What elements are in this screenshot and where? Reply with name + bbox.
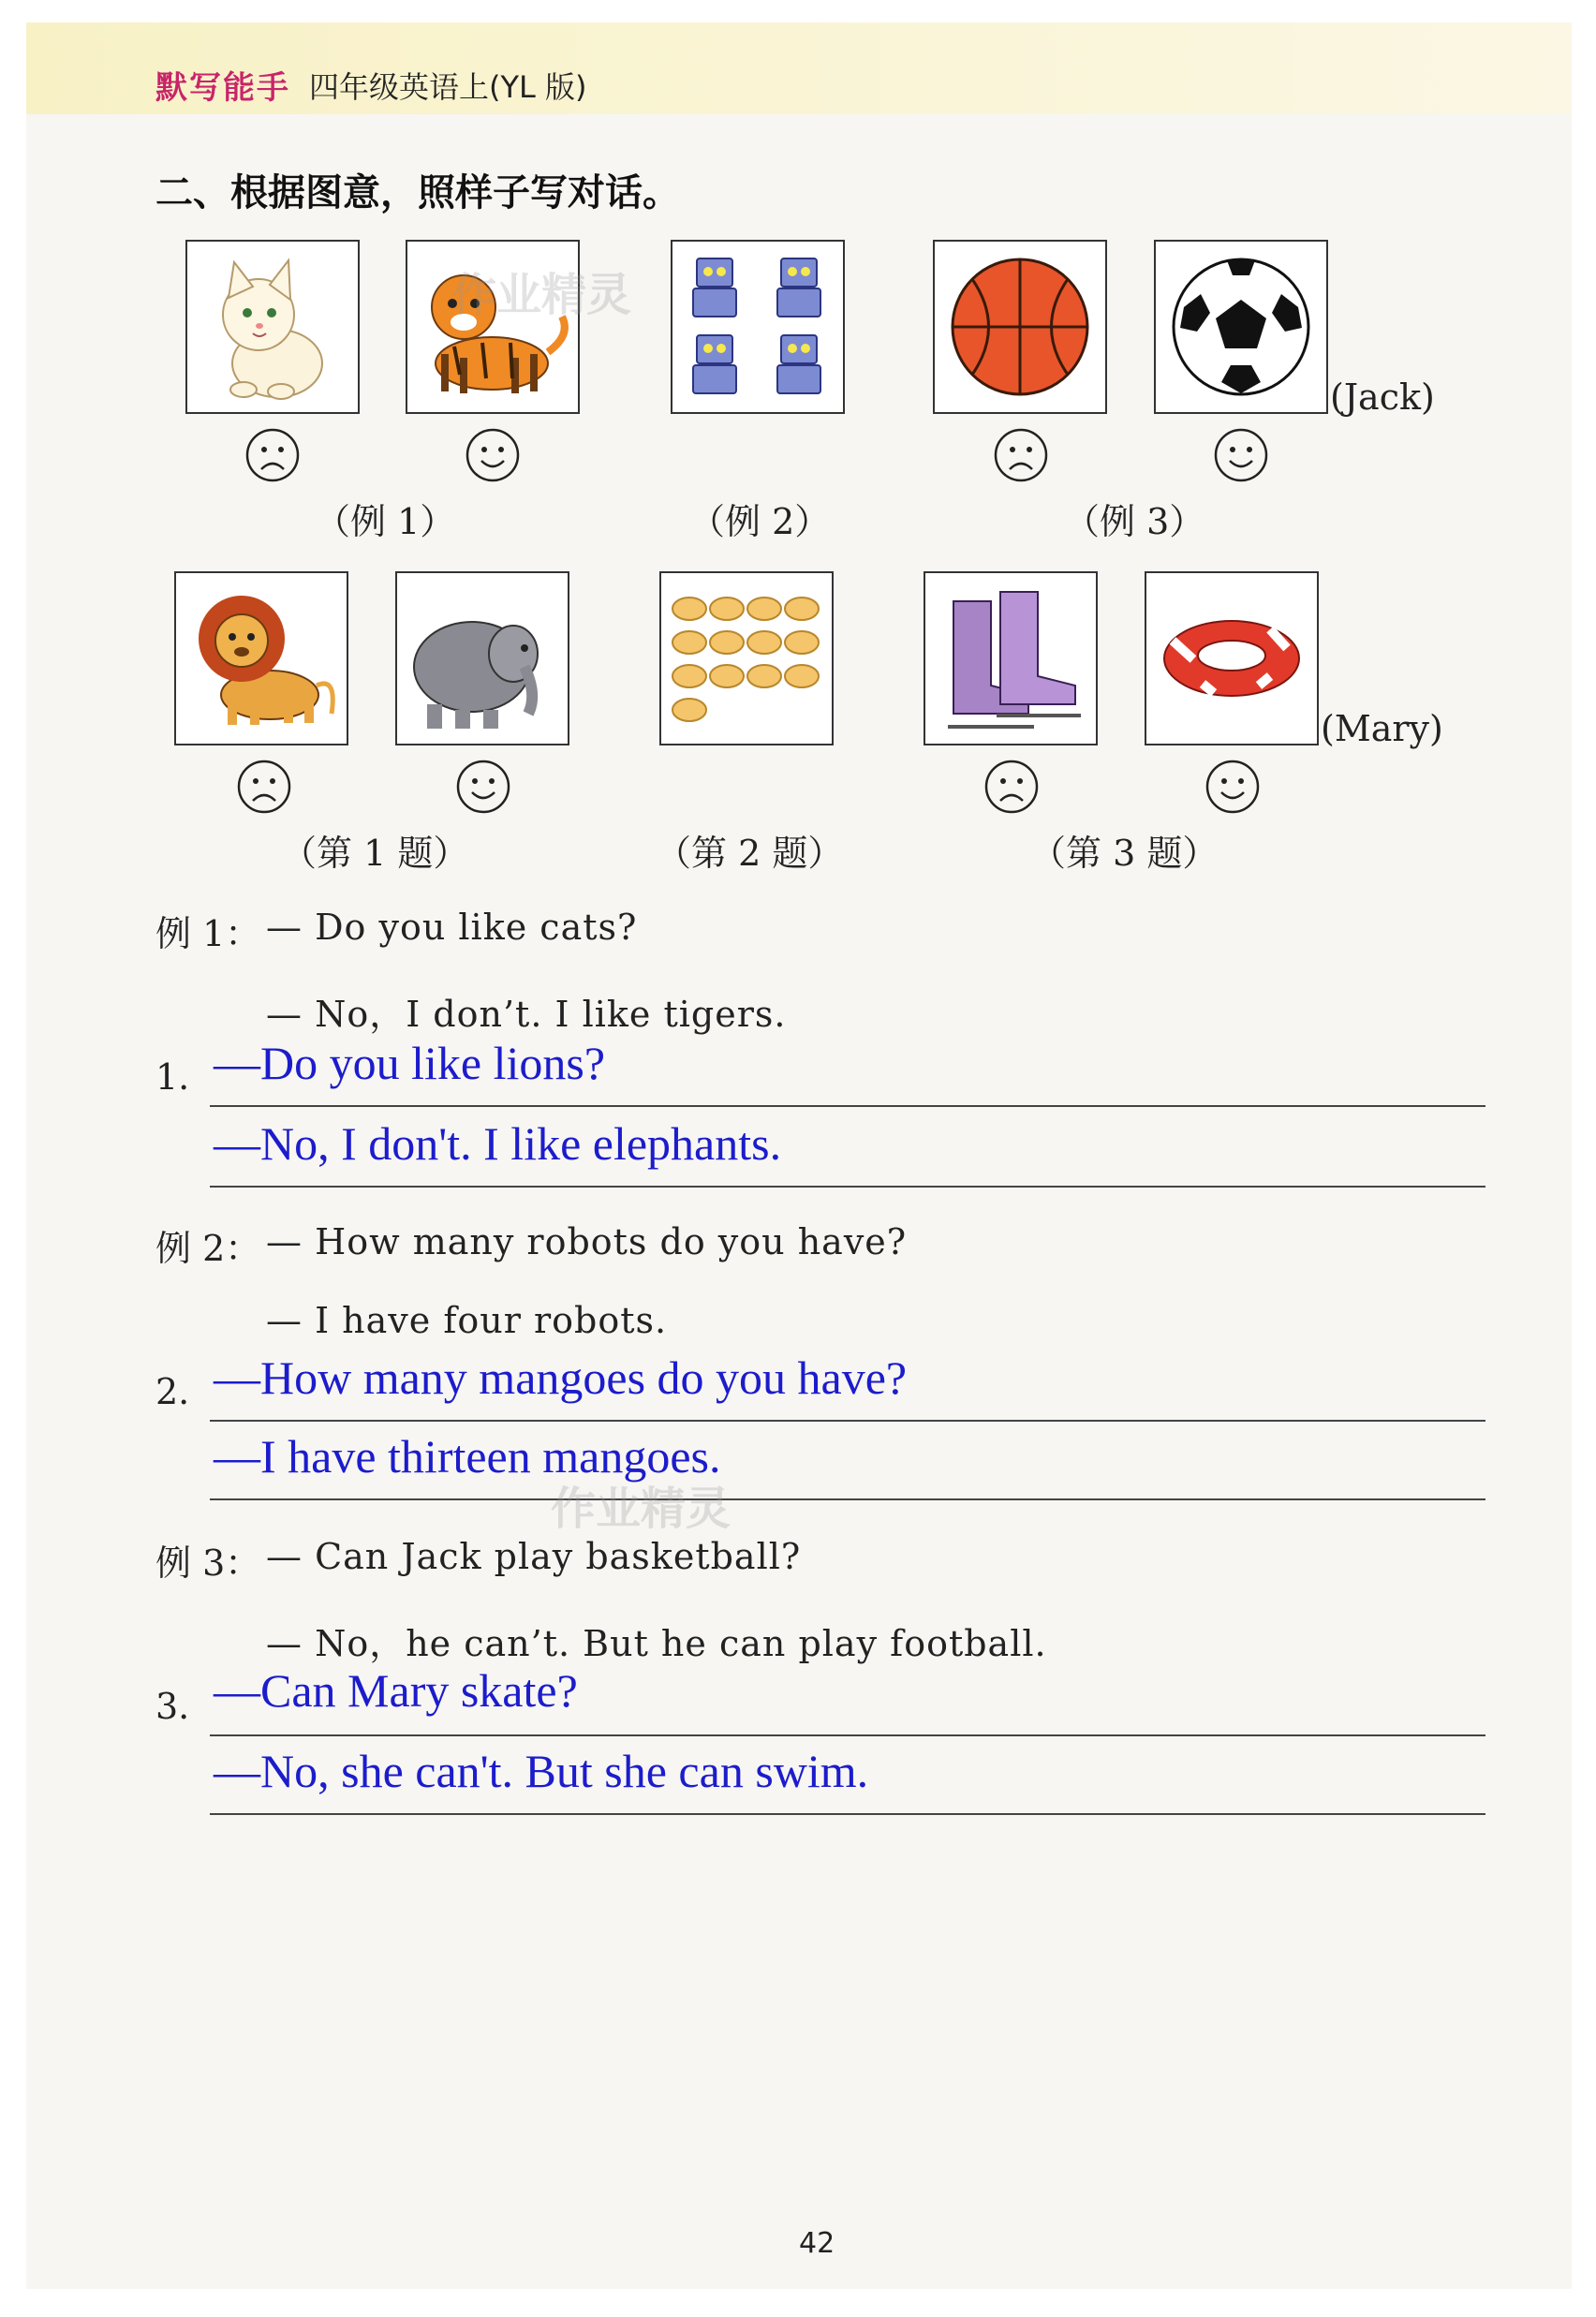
mangoes-picture: [659, 571, 834, 745]
writing-line: [210, 1498, 1485, 1500]
happy-face-icon: [455, 759, 511, 815]
example-answer: — No，I don’t. I like tigers.: [266, 994, 787, 1035]
basketball-icon: [935, 242, 1105, 412]
happy-face-icon: [465, 427, 521, 483]
cat-picture: [185, 240, 360, 414]
example-label: 例 2：: [155, 1228, 261, 1269]
football-icon: [1156, 242, 1326, 412]
writing-line: [210, 1105, 1485, 1107]
question-caption: （第 2 题）: [656, 833, 844, 874]
page-header: [26, 22, 1572, 114]
writing-line: [210, 1734, 1485, 1736]
answer-line: —Can Mary skate?: [214, 1664, 578, 1717]
happy-face-icon: [1213, 427, 1269, 483]
answer-line: —How many mangoes do you have?: [214, 1351, 908, 1404]
swim-ring-icon: [1146, 573, 1317, 744]
writing-line: [210, 1813, 1485, 1815]
football-picture: [1154, 240, 1328, 414]
swim-ring-picture: [1145, 571, 1319, 745]
page-number: 42: [799, 2227, 835, 2260]
lion-picture: [174, 571, 348, 745]
example-question: — Do you like cats?: [266, 907, 638, 948]
jack-label: (Jack): [1330, 376, 1435, 418]
example-answer: — No，he can’t. But he can play football.: [266, 1623, 1047, 1664]
sad-face-icon: [993, 427, 1049, 483]
robots-icon: [672, 242, 843, 412]
robots-picture: [671, 240, 845, 414]
section-title: 二、根据图意，照样子写对话。: [155, 171, 680, 214]
example-question: — Can Jack play basketball?: [266, 1536, 802, 1577]
skates-icon: [925, 573, 1096, 744]
watermark: 作业精灵: [451, 269, 632, 321]
answer-line: —No, she can't. But she can swim.: [214, 1745, 869, 1797]
lion-icon: [176, 573, 347, 744]
question-number: 2.: [155, 1371, 190, 1412]
question-number: 3.: [155, 1686, 190, 1727]
example-label: 例 1：: [155, 913, 261, 954]
writing-line: [210, 1186, 1485, 1188]
happy-face-icon: [1204, 759, 1261, 815]
series-brand: 默写能手: [155, 69, 290, 107]
basketball-picture: [933, 240, 1107, 414]
writing-line: [210, 1420, 1485, 1422]
answer-line: —I have thirteen mangoes.: [214, 1430, 721, 1483]
elephant-icon: [397, 573, 568, 744]
sad-face-icon: [244, 427, 301, 483]
answer-line: —Do you like lions?: [214, 1037, 606, 1089]
skates-picture: [924, 571, 1098, 745]
watermark: 作业精灵: [551, 1483, 732, 1535]
mary-label: (Mary): [1321, 708, 1443, 749]
answer-line: —No, I don't. I like elephants.: [214, 1117, 782, 1170]
question-caption: （第 3 题）: [1030, 833, 1219, 874]
example-caption: （例 3）: [1064, 501, 1205, 542]
sad-face-icon: [236, 759, 292, 815]
book-title: 四年级英语上(YL 版): [309, 69, 587, 105]
question-number: 1.: [155, 1056, 190, 1098]
example-label: 例 3：: [155, 1542, 261, 1584]
cat-icon: [187, 242, 358, 412]
example-answer: — I have four robots.: [266, 1300, 668, 1341]
workbook-page: [26, 22, 1572, 2289]
elephant-picture: [395, 571, 569, 745]
example-caption: （例 2）: [689, 501, 831, 542]
mangoes-icon: [661, 573, 832, 744]
example-question: — How many robots do you have?: [266, 1221, 908, 1262]
question-caption: （第 1 题）: [281, 833, 469, 874]
example-caption: （例 1）: [315, 501, 456, 542]
sad-face-icon: [983, 759, 1040, 815]
